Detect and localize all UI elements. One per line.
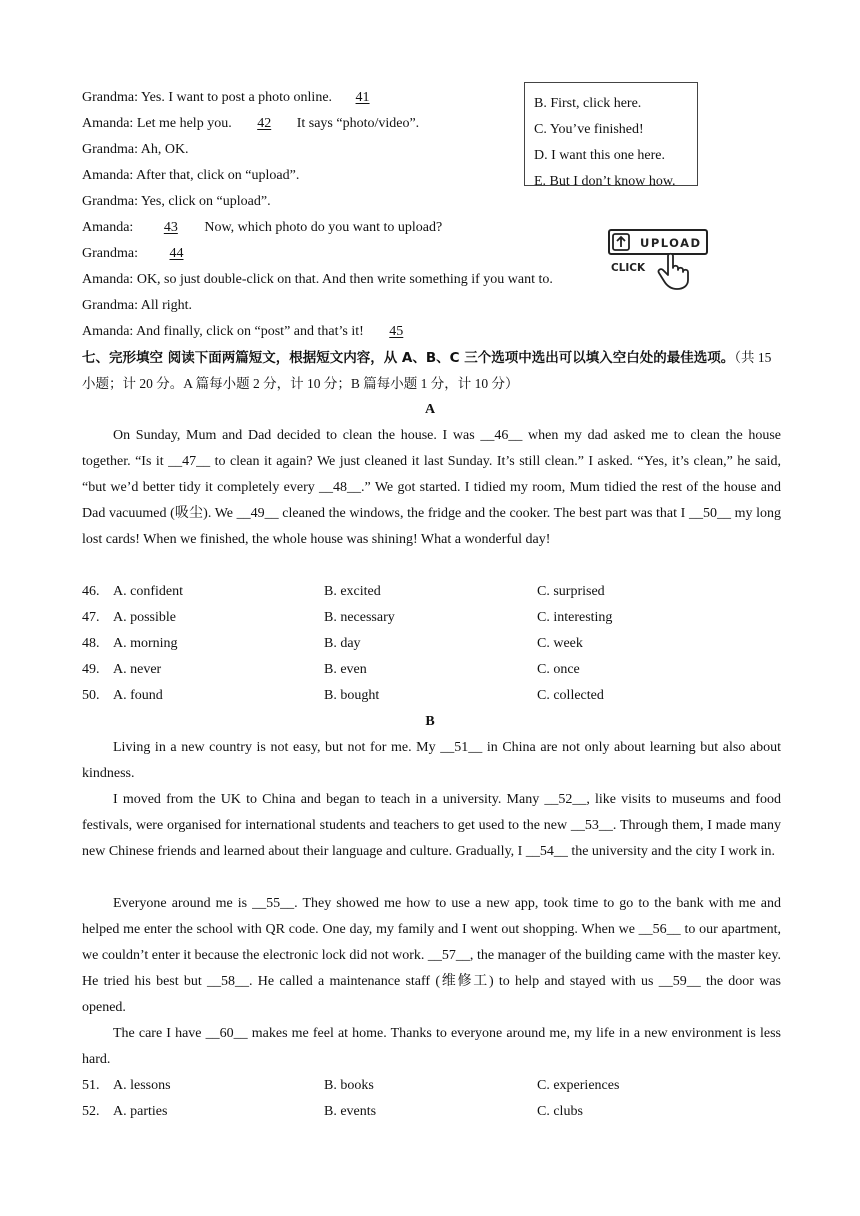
option-a[interactable]: A. found (113, 688, 163, 703)
question-row (82, 1078, 782, 1094)
option-e: E. But I don’t know how. (534, 174, 676, 189)
option-b[interactable]: B. necessary (324, 610, 395, 625)
upload-label: UPLOAD (640, 236, 702, 250)
option-c: C. You’ve finished! (534, 122, 644, 137)
speaker: Amanda: (82, 324, 134, 339)
dialogue-line (82, 194, 271, 210)
section-title: 七、完形填空 阅读下面两篇短文，根据短文内容，从 A、B、C 三个选项中选出可以填入空白处的最佳选项。 (82, 350, 735, 366)
dialogue-text: OK, so just double-click on that. And then write something if you want to. (136, 272, 553, 287)
dialogue-line (82, 298, 192, 314)
dialogue-line (82, 116, 419, 132)
question-number: 52. (82, 1104, 100, 1119)
question-row (82, 662, 782, 678)
passage-a-text: On Sunday, Mum and Dad decided to clean the house. I was __46__ when my dad asked me to clean the house together. “Is it __47__ to clean it again? We just cleaned it last Sunday. It’s still clean.” I asked. “Yes, it’s clean,” he said, “but we’d better tidy it completely every __48__.” We got started. I tidied my room, Mum tidied the rest of the house and Dad vacuumed (吸尘). We __49__ cleaned the windows, the fridge and the cooker. The best part was that I __50__ my long lost cards! When we finished, the whole house was shining! What a wonderful day! (82, 428, 781, 547)
click-label: CLICK (611, 262, 646, 274)
dialogue-text: Let me help you. (136, 116, 232, 131)
option-c[interactable]: C. collected (537, 688, 604, 703)
option-b[interactable]: B. day (324, 636, 361, 651)
speaker: Grandma: (82, 142, 138, 157)
section-scoring: （共 15 小题；计 20 分。A 篇每小题 2 分，计 10 分；B 篇每小题 1 分，计 10 分） (82, 350, 772, 391)
speaker: Amanda: (82, 220, 134, 235)
blank-43: 43 (163, 220, 178, 235)
question-number: 49. (82, 662, 100, 677)
option-c[interactable]: C. experiences (537, 1078, 620, 1093)
option-c[interactable]: C. clubs (537, 1104, 583, 1119)
option-b[interactable]: B. books (324, 1078, 374, 1093)
question-number: 48. (82, 636, 100, 651)
question-number: 46. (82, 584, 100, 599)
option-b[interactable]: B. excited (324, 584, 381, 599)
passage-b-label: B (425, 714, 435, 729)
dialogue-line (82, 220, 442, 236)
options-box (524, 82, 698, 189)
passage-b-paragraph: Everyone around me is __55__. They showed me how to use a new app, took time to go to the bank with me and helped me enter the school with QR code. One day, my family and I went out shopping. When we __56__ to our apartment, we couldn’t enter it because the electronic lock did not work. __57__, the manager of the building came with the master key. He tried his best but __58__. He called a maintenance staff (维修工) to help and stayed with us __59__ the door was opened. (82, 896, 781, 1015)
upload-arrow-icon (617, 237, 625, 247)
option-a[interactable]: A. lessons (113, 1078, 171, 1093)
speaker: Amanda: (82, 168, 134, 183)
section-heading (82, 345, 782, 397)
dialogue-text: It says “photo/video”. (296, 116, 420, 131)
option-a[interactable]: A. morning (113, 636, 178, 651)
option-c[interactable]: C. once (537, 662, 580, 677)
passage-b-paragraph: I moved from the UK to China and began to teach in a university. Many __52__, like visits to museums and food festivals, were organised for international students and teachers to get used to the new __53__. Through them, I made many new Chinese friends and learned about their language and culture. Gradually, I __54__ the university and the city I work in. (82, 792, 781, 859)
speaker: Grandma: (82, 246, 138, 261)
dialogue-text: And finally, click on “post” and that’s it! (136, 324, 364, 339)
speaker: Amanda: (82, 272, 134, 287)
option-a[interactable]: A. never (113, 662, 162, 677)
speaker: Grandma: (82, 90, 138, 105)
dialogue-line (82, 142, 189, 158)
option-b[interactable]: B. events (324, 1104, 377, 1119)
dialogue-line (82, 90, 390, 106)
dialogue-line (82, 168, 299, 184)
dialogue-line (82, 272, 553, 288)
option-b[interactable]: B. even (324, 662, 367, 677)
dialogue-text: After that, click on “upload”. (136, 168, 300, 183)
dialogue-text: Ah, OK. (140, 142, 189, 157)
passage-b-paragraph: Living in a new country is not easy, but not for me. My __51__ in China are not only about learning but also about kindness. (82, 740, 781, 781)
question-row (82, 584, 782, 600)
blank-42: 42 (257, 116, 272, 131)
speaker: Grandma: (82, 194, 138, 209)
option-a[interactable]: A. possible (113, 610, 176, 625)
option-c[interactable]: C. week (537, 636, 583, 651)
option-a[interactable]: A. confident (113, 584, 183, 599)
option-b: B. First, click here. (534, 96, 642, 111)
question-row (82, 610, 782, 626)
dialogue-text: All right. (140, 298, 193, 313)
question-number: 51. (82, 1078, 100, 1093)
dialogue-text: Yes. I want to post a photo online. (140, 90, 333, 105)
blank-44: 44 (169, 246, 184, 261)
dialogue-line (82, 246, 207, 262)
option-b[interactable]: B. bought (324, 688, 380, 703)
dialogue-line (82, 324, 425, 340)
blank-41: 41 (355, 90, 370, 105)
dialogue-text: Yes, click on “upload”. (140, 194, 271, 209)
option-d: D. I want this one here. (534, 148, 666, 163)
speaker: Grandma: (82, 298, 138, 313)
option-c[interactable]: C. interesting (537, 610, 613, 625)
question-row (82, 1104, 782, 1120)
option-c[interactable]: C. surprised (537, 584, 605, 599)
dialogue-text: Now, which photo do you want to upload? (204, 220, 443, 235)
passage-b-paragraph: The care I have __60__ makes me feel at home. Thanks to everyone around me, my life in a new environment is less hard. (82, 1026, 781, 1067)
blank-45: 45 (389, 324, 404, 339)
question-number: 50. (82, 688, 100, 703)
question-row (82, 636, 782, 652)
passage-a-label: A (424, 402, 436, 417)
option-a[interactable]: A. parties (113, 1104, 168, 1119)
question-number: 47. (82, 610, 100, 625)
question-row (82, 688, 782, 704)
hand-cursor-icon (658, 254, 688, 289)
speaker: Amanda: (82, 116, 134, 131)
upload-click-illustration (606, 228, 710, 290)
